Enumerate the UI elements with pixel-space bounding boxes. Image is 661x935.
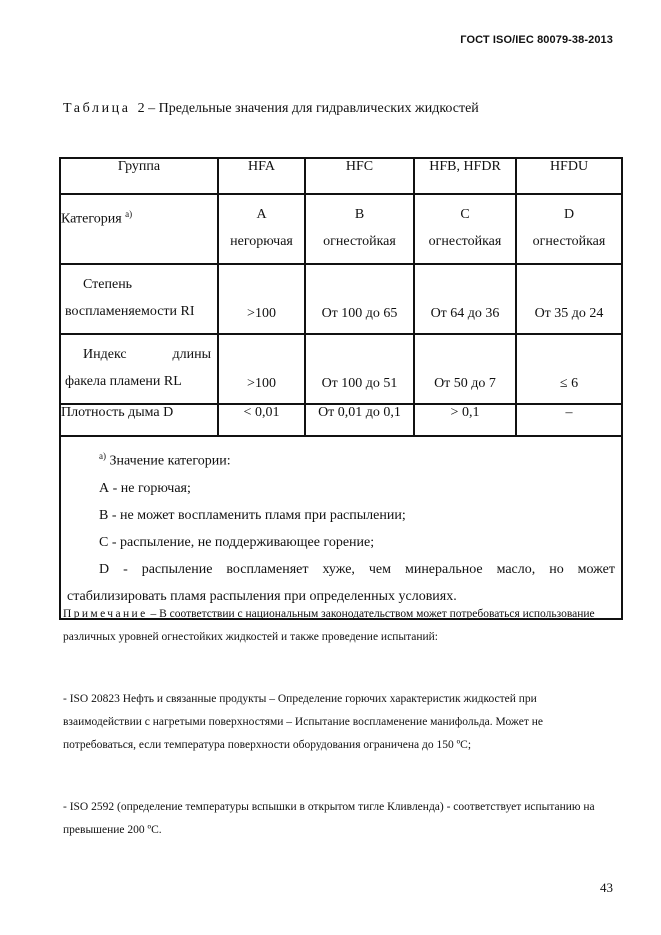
category-footnote-mark: а)	[125, 209, 133, 219]
hydraulic-fluids-table	[59, 157, 623, 620]
note-label: Примечание	[63, 608, 148, 620]
row-label-flammability	[60, 264, 218, 334]
cell-value: От 64 до 36	[430, 306, 500, 321]
caption-label: Таблица	[63, 101, 131, 116]
col-header-group: Группа	[60, 158, 218, 194]
footnote-title	[67, 443, 615, 475]
table-cell: < 0,01	[218, 404, 305, 436]
cell-value: >100	[247, 376, 276, 391]
row-label-line: факела пламени RL	[65, 374, 182, 389]
category-letter: A	[256, 207, 267, 222]
cell-value: От 50 до 7	[434, 376, 496, 391]
footnote-title-text: Значение категории:	[109, 453, 231, 469]
cell-value: От 100 до 51	[321, 376, 398, 391]
table-cell	[218, 334, 305, 404]
category-desc: огнестойкая	[532, 234, 606, 249]
caption-number: 2	[137, 101, 145, 116]
category-cell-hfa	[218, 194, 305, 264]
table-cell: –	[516, 404, 622, 436]
col-header-hfb-hfdr: HFB, HFDR	[414, 158, 516, 194]
table-row-flammability	[60, 264, 622, 334]
footnote-item-a: А - не горючая;	[99, 480, 191, 496]
note-paragraph	[63, 603, 615, 649]
table-row-smoke-density	[60, 404, 622, 436]
row-label-word: длины	[172, 347, 211, 362]
table-cell: От 0,01 до 0,1	[305, 404, 414, 436]
table-cell	[516, 334, 622, 404]
cell-value: >100	[247, 306, 276, 321]
table-cell	[305, 264, 414, 334]
table-caption	[63, 101, 479, 117]
row-label-line: воспламеняемости RI	[65, 304, 195, 319]
table-cell	[414, 334, 516, 404]
col-header-hfa: HFA	[218, 158, 305, 194]
note-item-iso-2592: - ISO 2592 (определение температуры вспышки в открытом тигле Кливленда) - соответствует испытанию на превышение 200 ºС.	[63, 801, 595, 836]
category-cell-hfdu	[516, 194, 622, 264]
footnote-item-d-line2: стабилизировать пламя распыления при определенных условиях.	[67, 588, 457, 604]
table-cell: > 0,1	[414, 404, 516, 436]
table-header-row	[60, 158, 622, 194]
category-letter: D	[563, 207, 575, 222]
footnote-mark: а)	[99, 451, 106, 461]
note-item-iso-20823: - ISO 20823 Нефть и связанные продукты – Определение горючих характеристик жидкостей при взаимодействии с нагретыми поверхностями – Испытание воспламенение манифольда. Может не потребоваться, если температура поверхности оборудования ограничена до 150 ºС;	[63, 693, 543, 751]
note-text: – В соответствии с национальным законодательством может потребоваться использование различных уровней огнестойких жидкостей и также проведение испытаний:	[63, 608, 595, 643]
category-letter: C	[460, 207, 470, 222]
footnote-item-d-line1: D - распыление воспламеняет хуже, чем минеральное масло, но может	[99, 561, 615, 577]
cell-value: ≤ 6	[559, 376, 579, 391]
table-footnote	[60, 436, 622, 619]
table-cell	[414, 264, 516, 334]
table-cell	[218, 264, 305, 334]
category-letter: B	[354, 207, 365, 222]
category-cell-hfc	[305, 194, 414, 264]
row-label-line: Степень	[83, 277, 133, 292]
row-label-smoke-density: Плотность дыма D	[60, 404, 218, 436]
row-label-category	[60, 194, 218, 264]
category-desc: огнестойкая	[323, 234, 396, 249]
caption-title: – Предельные значения для гидравлических жидкостей	[144, 101, 479, 116]
page-number: 43	[600, 880, 613, 895]
footnote-item-b: В - не может воспламенить пламя при распылении;	[99, 507, 406, 523]
col-header-hfc: HFC	[305, 158, 414, 194]
row-label-flame-length	[60, 334, 218, 404]
category-desc: негорючая	[230, 234, 293, 249]
col-header-hfdu: HFDU	[516, 158, 622, 194]
cell-value: От 100 до 65	[321, 306, 398, 321]
table-row-flame-length	[60, 334, 622, 404]
row-label-word: Индекс	[83, 347, 127, 362]
table-cell	[305, 334, 414, 404]
footnote-item-c: С - распыление, не поддерживающее горение;	[99, 534, 375, 550]
category-desc: огнестойкая	[428, 234, 502, 249]
table-row-notes	[60, 436, 622, 619]
table-row-category	[60, 194, 622, 264]
cell-value: От 35 до 24	[534, 306, 604, 321]
document-header: ГОСТ ISO/IEC 80079-38-2013	[460, 34, 613, 46]
table-cell	[516, 264, 622, 334]
category-cell-hfb-hfdr	[414, 194, 516, 264]
category-label: Категория	[61, 211, 122, 227]
